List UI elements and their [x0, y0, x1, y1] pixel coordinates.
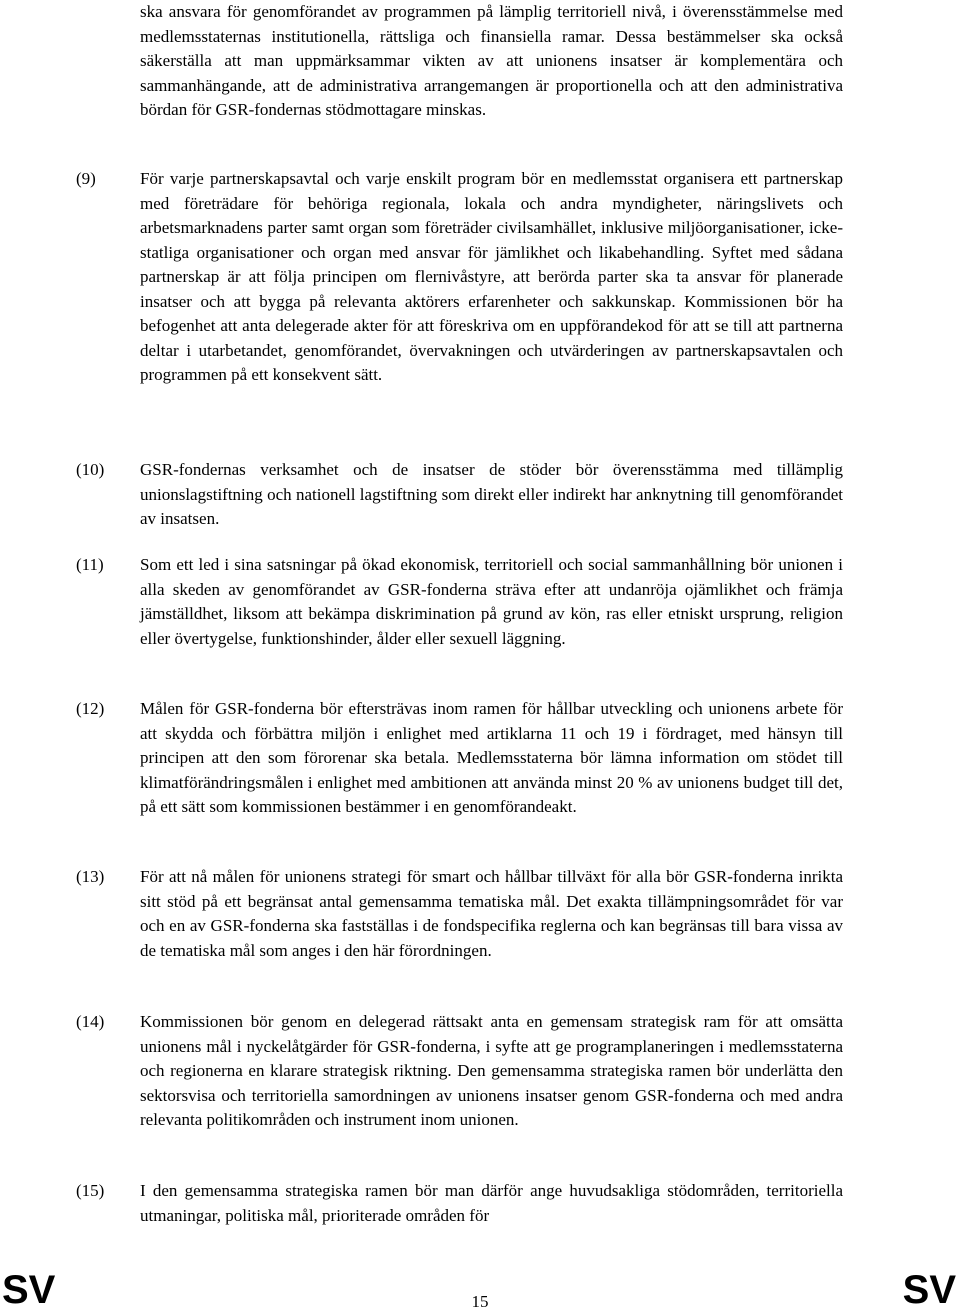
recital-text: För varje partnerskapsavtal och varje enskilt program bör en medlemsstat organisera ett partnerskap med företrädare för behöriga regionala, lokala och andra myndigheter, näringslivets och arbetsmarknadens parter samt organ som företräder civilsamhället, inklusive miljöorganisationer, icke-statliga organisationer och organ med ansvar för jämlikhet och likabehandling. Syftet med sådana partnerskap är att följa principen om flernivåstyre, att berörda parter ska ta ansvar för planerade insatser och att bygga på relevanta aktörers erfarenheter och sakkunskap. Kommissionen bör ha befogenhet att anta delegerade akter för att föreskriva om en uppförandekod för att se till att partnerna deltar i utarbetandet, genomförandet, övervakningen och utvärderingen av partnerskapsavtalen och programmen på ett konsekvent sätt.: [140, 169, 843, 384]
recital-9: [76, 167, 843, 388]
recital-12: [76, 697, 843, 820]
language-code-left: SV: [2, 1268, 56, 1312]
page-number: 15: [471, 1292, 489, 1311]
recital-10: [76, 458, 843, 532]
recital-number: (9): [76, 169, 96, 188]
recital-text: I den gemensamma strategiska ramen bör man därför ange huvudsakliga stödområden, territoriella utmaningar, politiska mål, prioriterade områden för: [140, 1181, 843, 1225]
recital-text: Kommissionen bör genom en delegerad rättsakt anta en gemensam strategisk ram för att omsätta unionens mål i nyckelåtgärder för GSR-fonderna, i syfte att ge programplaneringen i medlemsstaterna och regionerna en klarare strategisk riktning. Den gemensamma strategiska ramen bör underlätta den sektorsvisa och territoriella samordningen av unionens insatser genom GSR-fonderna och med andra relevanta politikområden och instrument inom unionen.: [140, 1012, 843, 1129]
recital-text: För att nå målen för unionens strategi för smart och hållbar tillväxt för alla bör GSR-fonderna inrikta sitt stöd på ett begränsat antal gemensamma tematiska mål. Det exakta tillämpningsområdet för var och en av GSR-fonderna ska fastställas i de fondspecifika reglerna och kan begränsas till bara vissa av de tematiska mål som anges i den här förordningen.: [140, 867, 843, 960]
recital-text: Som ett led i sina satsningar på ökad ekonomisk, territoriell och social sammanhållning bör unionen i alla skeden av genomförandet av GSR-fonderna sträva efter att undanröja ojämlikhet och främja jämställdhet, liksom att bekämpa diskrimination på grund av kön, ras eller etniskt ursprung, religion eller övertygelse, funktionshinder, ålder eller sexuell läggning.: [140, 555, 843, 648]
recital-number: (15): [76, 1181, 105, 1200]
recital-number: (14): [76, 1012, 105, 1031]
recital-number: (10): [76, 460, 105, 479]
language-code-right: SV: [902, 1268, 956, 1312]
intro-paragraph-continuation: ska ansvara för genomförandet av programmen på lämplig territoriell nivå, i överensstämmelse med medlemsstaternas institutionella, rättsliga och finansiella ramar. Dessa bestämmelser ska också säkerställa att man uppmärksammar vikten av att unionens insatser är komplementära och sammanhängande, att de administrativa arrangemangen är proportionella och att den administrativa bördan för GSR-fondernas stödmottagare minskas.: [140, 2, 843, 119]
recital-number: (12): [76, 699, 105, 718]
recital-text: GSR-fondernas verksamhet och de insatser de stöder bör överensstämma med tillämplig unionslagstiftning och nationell lagstiftning som direkt eller indirekt har anknytning till genomförandet av insatsen.: [140, 460, 843, 528]
recital-14: [76, 1010, 843, 1133]
recital-13: [76, 865, 843, 963]
recital-15: [76, 1179, 843, 1228]
recital-text: Målen för GSR-fonderna bör eftersträvas inom ramen för hållbar utveckling och unionens arbete för att skydda och förbättra miljön i enlighet med artiklarna 11 och 19 i fördraget, med hänsyn till principen att den som förorenar ska betala. Medlemsstaterna bör lämna information om stödet till klimatförändringsmålen i enlighet med ambitionen att använda minst 20 % av unionens budget till det, på ett sätt som kommissionen bestämmer i en genomförandeakt.: [140, 699, 843, 816]
recital-11: [76, 553, 843, 651]
recital-number: (13): [76, 867, 105, 886]
recital-number: (11): [76, 555, 104, 574]
